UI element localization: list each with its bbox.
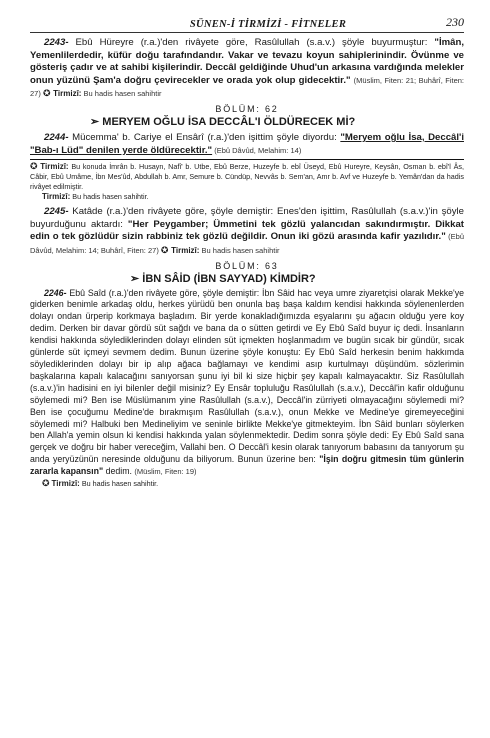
tirmizi-label: Tirmizî: <box>53 89 82 99</box>
page-header <box>30 10 464 33</box>
circled-star-icon: ✪ <box>160 244 169 255</box>
tirmizi-label: Tirmizî: <box>171 245 200 255</box>
circled-star-icon: ✪ <box>30 161 38 172</box>
hadith-number: 2243- <box>44 37 69 48</box>
hadith-source: (Müslim, Fiten: 19) <box>134 467 197 477</box>
hadith-intro: Mücemma' b. Cariye el Ensârî (r.a.)'den işittim şöyle diyordu: <box>68 131 341 143</box>
section-heading-text: İBN SÂİD (İBN SAYYAD) KİMDİR? <box>142 272 316 285</box>
hadith-verdict: Bu hadis hasen sahihtir <box>81 89 162 99</box>
tirmizi-verdict <box>30 478 464 489</box>
hadith-quote: "İmân, Yemenlilerdedir, küfür doğu tarafındandır. Vakar ve tevazu koyun sahiplerinindir. Övünme ve gösteriş çadır ve at sahibi kişilerindir. Deccâl geldiğinde Uhud'un arkasına vardığında melekler onun yüzünü Şam'a doğru çevirecekler ve orada yok olup gidecektir." <box>30 37 464 86</box>
tirmizi-label: Tirmizî: <box>42 192 71 202</box>
note-text: Bu konuda İmrân b. Husayn, Nafî' b. Utbe, Ebû Berze, Huzeyfe b. ebî Üseyd, Ebû Hureyre, Keysân, Osman b. ebî'l Âs, Câbir, Ebû Umâme, İbn Mes'ûd, Abdullah b. Amr, Semure b. Cündüp, Nevvâs b. Sem'an, Amr b. Avf ve Huzeyfe b. Yemân'dan da hadis rivâyet edilmiştir. <box>30 162 464 192</box>
tirmizi-verdict <box>30 192 464 202</box>
hadith-text: Ebû Saîd (r.a.)'den rivâyete göre, şöyle demiştir: İbn Sâid hac veya umre ziyaretçisi olarak Mekke'ye giderken benimle arkadaş oldu, herkes yürüdü ben onunla baş başa kaldım kendisi hakkında söylenenlerden dolayı ondan ürperip korkmaya başladım. Bir yerde konakladığımızda eşyalarını şu ağacın olduğu yere koy dedim. Derken bir davar gördü süt sağdı ve bana da o sütten getirdi ve Ey Ebû Saîd buyur iç dedi. İnsanların kendisi hakkında söylediklerinden dolayı elinden süt içmekten hoşlanmadım ve bugün sıcak bir gündür, sıcak günlerde süt içmeyi sevmem dedim. Bunun üzerine şöyle konuştu: Ey Ebû Saîd herkesin benim hakkımda söylediklerinden dolayı bir ip alıp ağaca bağlamayı ve kendimi asıp kurtulmayı düşündüm. sözlerimin başkalarına kapalı kalacağını sanıyorsan şunu iyi bil ki size hiçbir şey kapalı kalmayacaktır. Siz Rasûlullah (s.a.v.)'in hadisini en iyi bilenler değil misiniz? Ey Ensâr topluluğu Rasûlullah (s.a.v.), Deccâl'in kafir olduğunu söylemedi mi? Ben ise Müslümanım yine Rasûlullah (s.a.v.), Deccâl'in zürriyeti olmayacağını söylemedi mi? Ben ise çocuğumu Medine'de bırakmışım Rasûlullah (s.a.v.), onun Mekke ve Medine'ye giremeyeceğini söylemedi mi? Halbuki ben Medineliyim ve seninle birlikte Mekke'ye gitmekteyim. İbn Sâid bunları söylerken ben Allah'a yemin olsun ki kendisi hakkında yalan söylenmektedir. Dedim sonra şöyle dedi: Ey Ebû Saîd sana gerçek ve doğru bir haber vereceğim, Vallahi ben. O Deccâl'i kesin olarak tanıyorum babasını da tanıyorum şu anda yeryüzünün neresinde olduğunu da biliyorum. Bunun üzerine ben: <box>30 287 464 465</box>
hadith-number: 2245- <box>44 206 69 218</box>
circled-star-icon: ✪ <box>42 478 50 489</box>
hadith-source: (Ebû Dâvûd, Melahim: 14) <box>212 145 302 155</box>
running-title: SÜNEN-İ TİRMİZİ - FİTNELER <box>189 19 347 30</box>
hadith-2243 <box>30 37 464 101</box>
tirmizi-label: Tirmizî: <box>40 162 69 172</box>
hadith-source: (Müslim, Fiten: 21; Buhârî, Fiten: 27) <box>30 75 465 99</box>
hadith-intro: Katâde (r.a.)'den rivâyete göre, şöyle demiştir: Enes'den işittim, Rasûlullah (s.a.v.)'in şöyle buyurduğunu aktardı: <box>30 206 464 230</box>
page-number: 230 <box>446 15 464 29</box>
arrow-right-icon: ➢ <box>130 272 140 285</box>
hadith-verdict: Bu hadis hasen sahihtir. <box>70 192 149 202</box>
section-heading <box>30 115 464 129</box>
hadith-2245 <box>30 206 464 257</box>
hadith-verdict: Bu hadis hasen sahihtir. <box>79 479 159 489</box>
section-heading-text: MERYEM OĞLU İSA DECCÂL'I ÖLDÜRECEK Mİ? <box>102 115 356 128</box>
hadith-quote: "Her Peygamber; Ümmetini tek gözlü yalancıdan sakındırmıştır. Dikkat edin o tek gözlüdür sizin rabbiniz tek gözlü değildir. Onun iki gözü arasında kafir yazılıdır." <box>30 218 464 243</box>
hadith-after: dedim. <box>103 466 135 477</box>
section-heading <box>30 272 464 286</box>
hadith-number: 2244- <box>44 131 69 143</box>
hadith-source: (Ebû Dâvûd, Melahim: 14; Buhârî, Fiten: 27) <box>30 232 464 255</box>
circled-star-icon: ✪ <box>42 88 51 99</box>
hadith-number: 2246- <box>44 287 67 298</box>
tirmizi-label: Tirmizî: <box>51 479 80 489</box>
hadith-2246 <box>30 288 464 479</box>
section-label: BÖLÜM: 62 <box>215 103 279 114</box>
hadith-intro: Ebû Hüreyre (r.a.)'den rivâyete göre, Rasûlullah (s.a.v.) şöyle buyurmuştur: <box>68 37 435 48</box>
divider <box>30 159 464 160</box>
hadith-verdict: Bu hadis hasen sahihtir <box>199 245 280 255</box>
hadith-quote: "İşin doğru gitmesin tüm günlerin zararla kapansın" <box>30 454 465 477</box>
tirmizi-note <box>30 161 464 192</box>
hadith-2244 <box>30 132 464 157</box>
hadith-quote: "Meryem oğlu İsa, Deccâl'i "Bab-ı Lüd" denilen yerde öldürecektir." <box>30 131 464 156</box>
section-label: BÖLÜM: 63 <box>215 260 279 271</box>
arrow-right-icon: ➢ <box>90 115 100 128</box>
